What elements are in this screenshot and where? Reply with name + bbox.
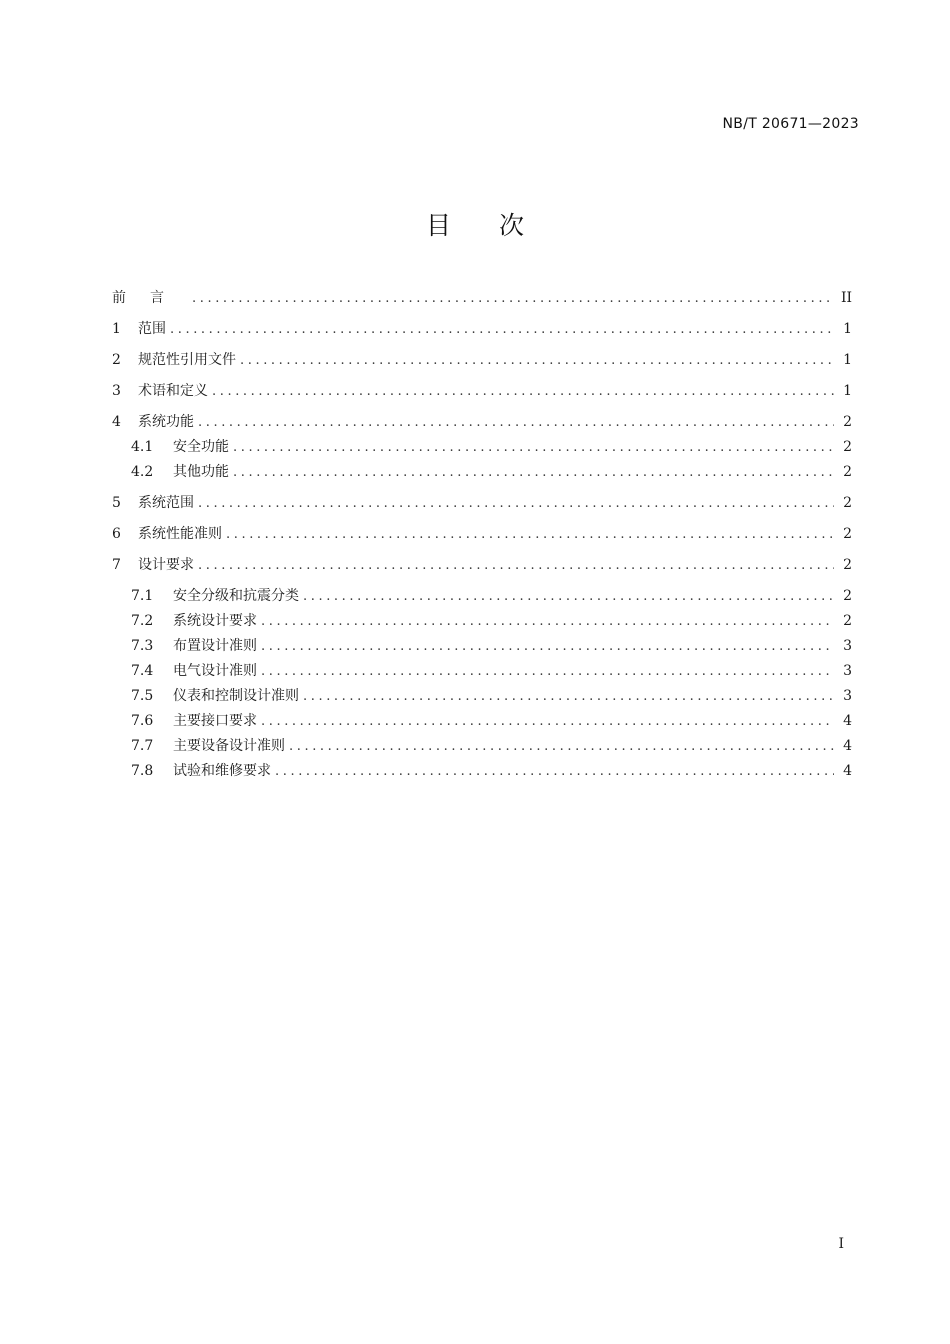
toc-entry-number: 4.2 <box>131 464 154 480</box>
toc-entry-number: 6 <box>112 526 121 542</box>
dot-leader <box>303 684 834 709</box>
toc-entry-label: 安全功能 <box>173 439 229 455</box>
toc-entry-page: II <box>840 290 852 306</box>
toc-entry-page: 3 <box>843 638 852 654</box>
toc-entry-7-5[interactable] <box>112 684 852 709</box>
toc-entry-label: 前言 <box>112 290 188 306</box>
toc-entry-number: 7.2 <box>131 613 154 629</box>
toc-entry-number: 3 <box>112 383 121 399</box>
toc-entry-label: 主要接口要求 <box>173 713 257 729</box>
toc-entry-label: 电气设计准则 <box>173 663 257 679</box>
dot-leader <box>226 522 834 547</box>
toc-entry-7-6[interactable] <box>112 709 852 734</box>
toc-entry-number: 7 <box>112 557 121 573</box>
dot-leader <box>261 609 834 634</box>
toc-entry-number: 7.5 <box>131 688 154 704</box>
toc-entry-7-8[interactable] <box>112 759 852 784</box>
toc-entry-number: 7.6 <box>131 713 154 729</box>
standard-number: NB/T 20671—2023 <box>722 116 859 132</box>
toc-entry-label: 主要设备设计准则 <box>173 738 285 754</box>
toc-entry-label: 系统范围 <box>138 495 194 511</box>
dot-leader <box>240 348 834 373</box>
toc-entry-page: 2 <box>843 414 852 430</box>
toc-entry-7[interactable] <box>112 553 852 578</box>
toc-entry-label: 范围 <box>138 321 166 337</box>
dot-leader <box>233 435 834 460</box>
toc-entry-page: 3 <box>843 688 852 704</box>
dot-leader <box>212 379 834 404</box>
toc-entry-7-7[interactable] <box>112 734 852 759</box>
toc-entry-page: 4 <box>843 738 852 754</box>
toc-entry-page: 2 <box>843 588 852 604</box>
toc-entry-number: 7.7 <box>131 738 154 754</box>
toc-entry-label: 规范性引用文件 <box>138 352 236 368</box>
dot-leader <box>198 491 834 516</box>
toc-entry-7-2[interactable] <box>112 609 852 634</box>
toc-entry-page: 2 <box>843 464 852 480</box>
toc-entry-page: 1 <box>843 383 852 399</box>
toc-entry-page: 4 <box>843 763 852 779</box>
toc-entry-label: 仪表和控制设计准则 <box>173 688 299 704</box>
toc-entry-page: 1 <box>843 352 852 368</box>
dot-leader <box>261 659 834 684</box>
toc-entry-foreword[interactable] <box>112 286 852 311</box>
toc-entry-7-4[interactable] <box>112 659 852 684</box>
dot-leader <box>192 286 834 311</box>
toc-entry-7-1[interactable] <box>112 584 852 609</box>
toc-entry-2[interactable] <box>112 348 852 373</box>
dot-leader <box>261 709 834 734</box>
toc-entry-page: 2 <box>843 557 852 573</box>
toc-entry-number: 2 <box>112 352 121 368</box>
toc-entry-page: 2 <box>843 613 852 629</box>
toc-entry-number: 1 <box>112 321 121 337</box>
dot-leader <box>261 634 834 659</box>
dot-leader <box>170 317 834 342</box>
toc-entry-label: 安全分级和抗震分类 <box>173 588 299 604</box>
toc-entry-number: 7.3 <box>131 638 154 654</box>
dot-leader <box>198 410 834 435</box>
toc-entry-label: 术语和定义 <box>138 383 208 399</box>
toc-entry-number: 5 <box>112 495 121 511</box>
toc-entry-page: 4 <box>843 713 852 729</box>
toc-entry-page: 2 <box>843 526 852 542</box>
toc-entry-label: 设计要求 <box>138 557 194 573</box>
toc-entry-6[interactable] <box>112 522 852 547</box>
toc-entry-number: 7.4 <box>131 663 154 679</box>
toc-entry-label: 系统设计要求 <box>173 613 257 629</box>
page-number: I <box>838 1236 844 1252</box>
dot-leader <box>198 553 834 578</box>
toc-entry-number: 7.1 <box>131 588 154 604</box>
toc-entry-1[interactable] <box>112 317 852 342</box>
toc-entry-4[interactable] <box>112 410 852 435</box>
toc-entry-page: 2 <box>843 495 852 511</box>
dot-leader <box>275 759 834 784</box>
toc-entry-label: 布置设计准则 <box>173 638 257 654</box>
toc-title: 目次 <box>425 211 572 240</box>
toc-entry-number: 7.8 <box>131 763 154 779</box>
dot-leader <box>233 460 834 485</box>
toc-entry-7-3[interactable] <box>112 634 852 659</box>
toc-entry-4-1[interactable] <box>112 435 852 460</box>
toc-entry-5[interactable] <box>112 491 852 516</box>
toc-entry-4-2[interactable] <box>112 460 852 485</box>
toc-entry-label: 系统功能 <box>138 414 194 430</box>
toc-entry-label: 系统性能准则 <box>138 526 222 542</box>
toc-entry-label: 试验和维修要求 <box>173 763 271 779</box>
toc-entry-3[interactable] <box>112 379 852 404</box>
toc-entry-page: 1 <box>843 321 852 337</box>
toc-entry-page: 3 <box>843 663 852 679</box>
dot-leader <box>289 734 834 759</box>
toc-entry-number: 4.1 <box>131 439 154 455</box>
toc-entry-number: 4 <box>112 414 121 430</box>
toc-entry-page: 2 <box>843 439 852 455</box>
dot-leader <box>303 584 834 609</box>
table-of-contents <box>112 286 852 784</box>
toc-entry-label: 其他功能 <box>173 464 229 480</box>
